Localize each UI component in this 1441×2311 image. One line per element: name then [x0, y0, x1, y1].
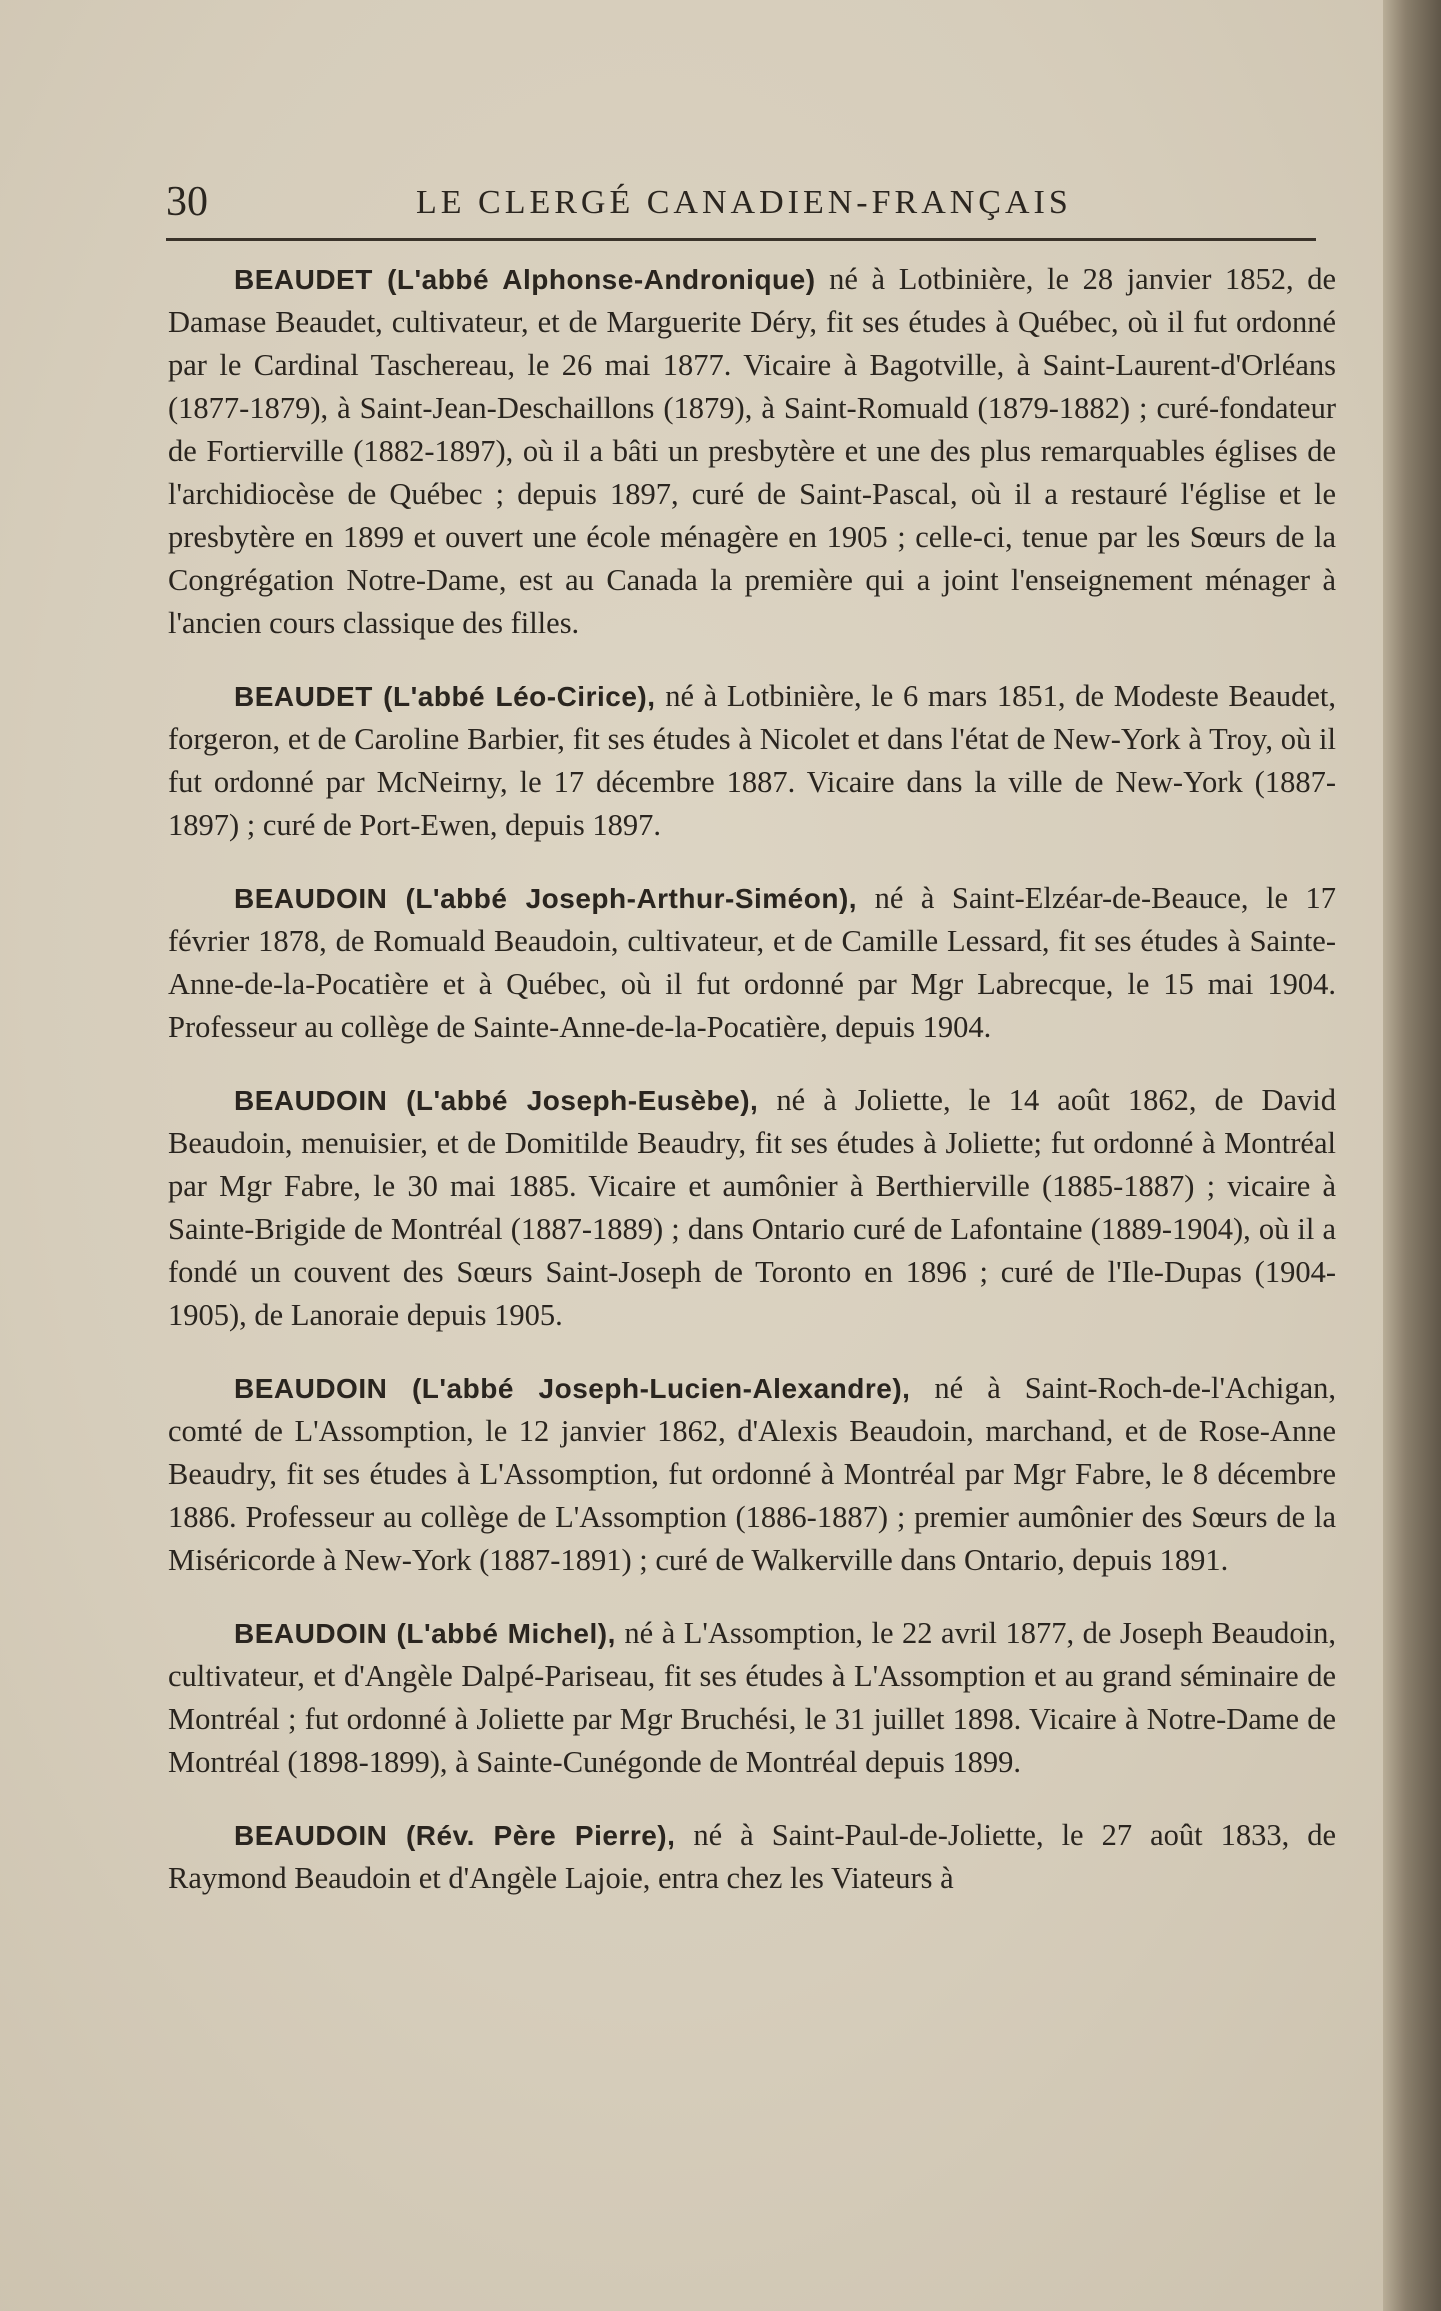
biography-entry — [168, 1612, 1336, 1784]
running-title: LE CLERGÉ CANADIEN-FRANÇAIS — [416, 184, 1072, 221]
entry-name: BEAUDOIN (L'abbé Joseph-Arthur-Siméon), — [234, 883, 858, 914]
page-body — [168, 258, 1336, 1930]
entry-name: BEAUDET (L'abbé Alphonse-Andronique) — [234, 264, 816, 295]
header-rule — [166, 238, 1316, 241]
biography-entry — [168, 258, 1336, 645]
entry-text: né à Lotbinière, le 28 janvier 1852, de Damase Beaudet, cultivateur, et de Marguerite Déry, fit ses études à Québec, où il fut ordonné par le Cardinal Taschereau, le 26 mai 1877. Vicaire à Bagotville, à Saint-Laurent-d'Orléans (1877-1879), à Saint-Jean-Deschaillons (1879), à Saint-Romuald (1879-1882) ; curé-fondateur de Fortierville (1882-1897), où il a bâti un presbytère et une des plus remarquables églises de l'archidiocèse de Québec ; depuis 1897, curé de Saint-Pascal, où il a restauré l'église et le presbytère en 1899 et ouvert une école ménagère en 1905 ; celle-ci, tenue par les Sœurs de la Congrégation Notre-Dame, est au Canada la première qui a joint l'enseignement ménager à l'ancien cours classique des filles. — [168, 262, 1336, 640]
entry-name: BEAUDOIN (L'abbé Joseph-Lucien-Alexandre), — [234, 1373, 911, 1404]
entry-text: né à Saint-Elzéar-de-Beauce, le 17 février 1878, de Romuald Beaudoin, cultivateur, et de Camille Lessard, fit ses études à Sainte-Anne-de-la-Pocatière et à Québec, où il fut ordonné par Mgr Labrecque, le 15 mai 1904. Professeur au collège de Sainte-Anne-de-la-Pocatière, depuis 1904. — [168, 881, 1337, 1044]
biography-entry — [168, 1814, 1336, 1900]
entry-name: BEAUDOIN (Rév. Père Pierre), — [234, 1820, 676, 1851]
entry-text: né à Saint-Paul-de-Joliette, le 27 août 1833, de Raymond Beaudoin et d'Angèle Lajoie, entra chez les Viateurs à — [168, 1818, 1336, 1895]
biography-entry — [168, 1079, 1336, 1337]
biography-entry — [168, 1367, 1336, 1582]
entry-name: BEAUDET (L'abbé Léo-Cirice), — [234, 681, 656, 712]
entry-name: BEAUDOIN (L'abbé Joseph-Eusèbe), — [234, 1085, 759, 1116]
entry-text: né à L'Assomption, le 22 avril 1877, de Joseph Beaudoin, cultivateur, et d'Angèle Dalpé-Pariseau, fit ses études à L'Assomption et au grand séminaire de Montréal ; fut ordonné à Joliette par Mgr Bruchési, le 31 juillet 1898. Vicaire à Notre-Dame de Montréal (1898-1899), à Sainte-Cunégonde de Montréal depuis 1899. — [168, 1616, 1336, 1779]
biography-entry — [168, 675, 1336, 847]
page-header — [166, 178, 1316, 238]
entry-name: BEAUDOIN (L'abbé Michel), — [234, 1618, 616, 1649]
entry-text: né à Saint-Roch-de-l'Achigan, comté de L'Assomption, le 12 janvier 1862, d'Alexis Beaudoin, marchand, et de Rose-Anne Beaudry, fit ses études à L'Assomption, fut ordonné à Montréal par Mgr Fabre, le 8 décembre 1886. Professeur au collège de L'Assomption (1886-1887) ; premier aumônier des Sœurs de la Miséricorde à New-York (1887-1891) ; curé de Walkerville dans Ontario, depuis 1891. — [168, 1371, 1336, 1577]
entry-text: né à Joliette, le 14 août 1862, de David Beaudoin, menuisier, et de Domitilde Beaudry, fit ses études à Joliette; fut ordonné à Montréal par Mgr Fabre, le 30 mai 1885. Vicaire et aumônier à Berthierville (1885-1887) ; vicaire à Sainte-Brigide de Montréal (1887-1889) ; dans Ontario curé de Lafontaine (1889-1904), où il a fondé un couvent des Sœurs Saint-Joseph de Toronto en 1896 ; curé de l'Ile-Dupas (1904-1905), de Lanoraie depuis 1905. — [168, 1083, 1336, 1332]
page-edge — [1383, 0, 1441, 2311]
page-number: 30 — [166, 179, 208, 225]
biography-entry — [168, 877, 1336, 1049]
entry-text: né à Lotbinière, le 6 mars 1851, de Modeste Beaudet, forgeron, et de Caroline Barbier, fit ses études à Nicolet et dans l'état de New-York à Troy, où il fut ordonné par McNeirny, le 17 décembre 1887. Vicaire dans la ville de New-York (1887-1897) ; curé de Port-Ewen, depuis 1897. — [168, 679, 1336, 842]
